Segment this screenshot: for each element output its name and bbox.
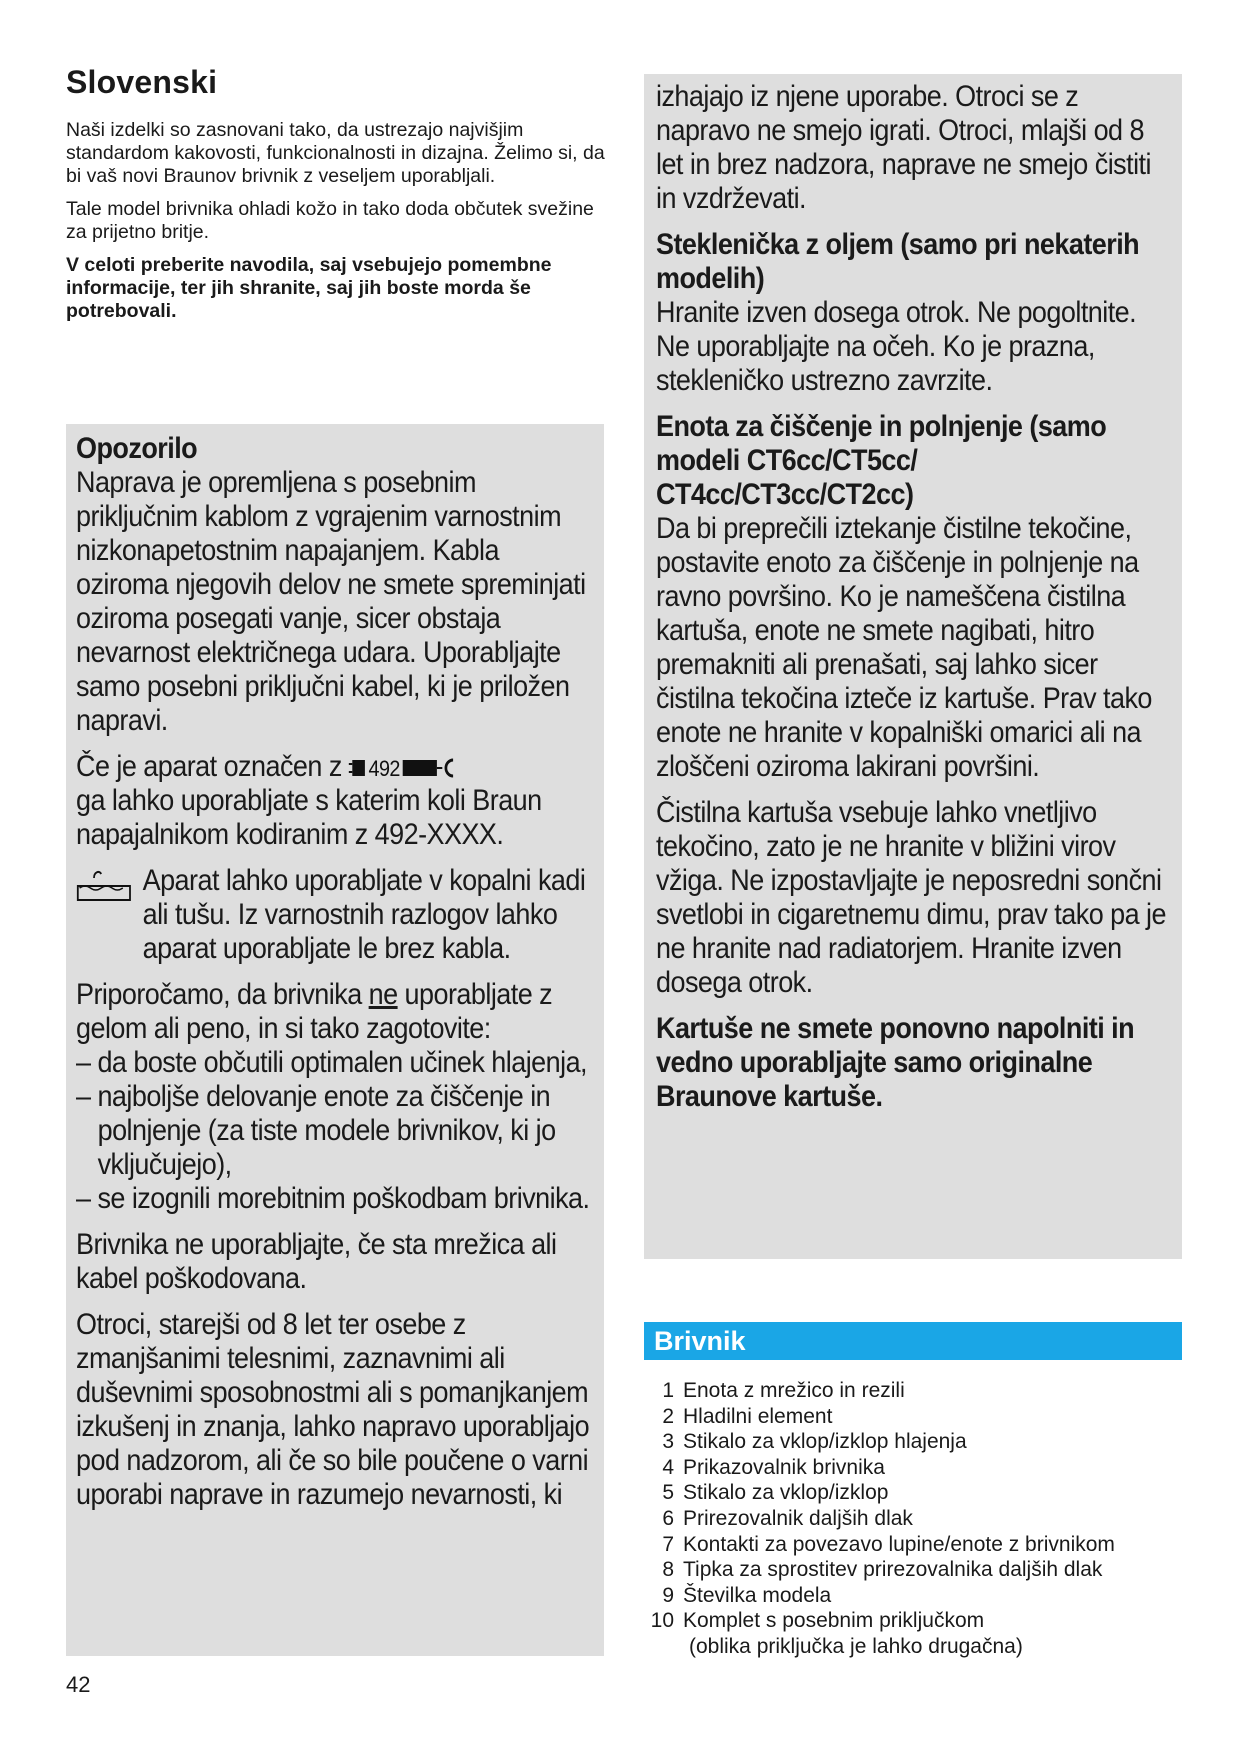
part-number: 7 <box>662 1532 674 1556</box>
oil-heading: Steklenička z oljem (samo pri nekaterih modelih) <box>656 228 1140 295</box>
adapter-text-after: ga lahko uporabljate s katerim koli Braun napajalnikom kodiranim z 492-XXXX. <box>76 784 542 851</box>
cartridge-bold-text: Kartuše ne smete ponovno napolniti in vedno uporabljajte samo originalne Braunove kartuše. <box>656 1012 1135 1113</box>
part-number: 1 <box>662 1379 674 1402</box>
gel-text-a: Priporočamo, da brivnika <box>76 978 369 1011</box>
part-label: Komplet s posebnim priključkom <box>683 1609 985 1633</box>
plug-code-label: 492 <box>368 757 400 782</box>
gel-text-b: uporabljate z gelom ali peno, in si tako zagotovite: <box>76 978 553 1045</box>
oil-text: Hranite izven dosega otrok. Ne pogoltnite. Ne uporabljajte na očeh. Ko je prazna, stekleničko ustrezno zavrzite. <box>656 296 1137 397</box>
shaver-section-heading: Brivnik <box>644 1322 1182 1360</box>
part-number: 8 <box>662 1558 674 1582</box>
damaged-paragraph: Brivnika ne uporabljajte, če sta mrežica ali kabel poškodovana. <box>76 1228 557 1295</box>
list-item <box>644 1506 1184 1532</box>
gel-bullet-list <box>76 1046 593 1216</box>
warning-box-left <box>66 424 604 1656</box>
page-number: 42 <box>66 1672 91 1697</box>
list-item <box>644 1429 1184 1455</box>
warning-cable-paragraph: Naprava je opremljena s posebnim priključnim kablom z vgrajenim varnostnim nizkonapetostnim napajanjem. Kabla oziroma njegovih delov ne smete spreminjati oziroma posegati vanje, sicer obstaja nevarnost električnega udara. Uporabljajte samo posebni priključni kabel, ki je priložen napravi. <box>76 466 586 737</box>
part-label: Tipka za sprostitev prirezovalnika daljših dlak <box>683 1558 1103 1582</box>
bathtub-text: Aparat lahko uporabljate v kopalni kadi ali tušu. Iz varnostnih razlogov lahko aparat uporabljate le brez kabla. <box>142 864 586 965</box>
part-label: Hladilni element <box>683 1404 833 1428</box>
gel-bullet: – se izognili morebitnim poškodbam brivnika. <box>76 1182 590 1215</box>
part-label: Enota z mrežico in rezili <box>683 1379 905 1402</box>
part-number: 10 <box>650 1609 674 1633</box>
list-item <box>644 1378 1184 1404</box>
part-label: Stikalo za vklop/izklop hlajenja <box>683 1430 967 1454</box>
language-title: Slovenski <box>66 64 218 100</box>
part-note: (oblika priključka je lahko drugačna) <box>689 1634 1023 1658</box>
part-label: Prikazovalnik brivnika <box>683 1455 885 1479</box>
part-number: 5 <box>662 1481 674 1505</box>
warning-box-right <box>644 74 1182 1259</box>
list-item <box>644 1532 1184 1558</box>
bathtub-paragraph <box>76 864 593 966</box>
list-item <box>644 1480 1184 1506</box>
gel-text-ne: ne <box>368 978 398 1011</box>
list-item <box>644 1455 1184 1481</box>
list-item <box>644 1557 1184 1583</box>
intro-paragraph-bold: V celoti preberite navodila, saj vsebujejo pomembne informacije, ter jih shranite, saj jih boste morda še potrebovali. <box>66 254 552 322</box>
clean-charge-text: Da bi preprečili iztekanje čistilne tekočine, postavite enoto za čiščenje in polnjenje na ravno površino. Ko je nameščena čistilna kartuša, enote ne smete nagibati, hitro premakniti ali prenašati, saj lahko sicer čistilna tekočina izteče iz kartuše. Prav tako enote ne hranite v kopalniški omarici ali na zloščeni oziroma lakirani površini. <box>656 512 1152 783</box>
intro-paragraph-2: Tale model brivnika ohladi kožo in tako doda občutek svežine za prijetno britje. <box>66 198 594 243</box>
part-label: Prirezovalnik daljših dlak <box>683 1506 913 1530</box>
part-number: 2 <box>662 1404 674 1428</box>
list-item <box>644 1608 1184 1634</box>
part-number: 9 <box>662 1583 674 1607</box>
cartridge-text: Čistilna kartuša vsebuje lahko vnetljivo tekočino, zato je ne hranite v bližini virov vžiga. Ne izpostavljajte je neposredni sončni svetlobi in cigaretnemu dimu, prav tako pa je ne hranite nad radiatorjem. Hranite izven dosega otrok. <box>656 796 1166 999</box>
part-label: Številka modela <box>683 1583 832 1607</box>
part-label: Stikalo za vklop/izklop <box>683 1481 889 1505</box>
list-item <box>644 1583 1184 1609</box>
gel-bullet: – da boste občutili optimalen učinek hlajenja, <box>76 1046 588 1079</box>
part-number: 4 <box>662 1455 674 1479</box>
list-item-note <box>644 1634 1184 1660</box>
adapter-text-before: Če je aparat označen z <box>76 750 342 783</box>
warning-adapter-paragraph <box>76 750 593 852</box>
warning-heading: Opozorilo <box>76 432 198 465</box>
list-item <box>644 1404 1184 1430</box>
intro-text <box>66 119 611 323</box>
gel-paragraph <box>76 978 593 1046</box>
part-label: Kontakti za povezavo lupine/enote z brivnikom <box>683 1532 1115 1556</box>
gel-bullet: – najboljše delovanje enote za čiščenje in polnjenje (za tiste modele brivnikov, ki jo vključujejo), <box>76 1080 556 1181</box>
parts-list <box>644 1378 1184 1660</box>
intro-column <box>66 64 611 333</box>
intro-paragraph-1: Naši izdelki so zasnovani tako, da ustrezajo najvišjim standardom kakovosti, funkcionalnosti in dizajna. Želimo si, da bi vaš novi Braunov brivnik z veseljem uporabljali. <box>66 119 605 187</box>
bathtub-icon <box>76 866 132 906</box>
children-paragraph-continued: izhajajo iz njene uporabe. Otroci se z napravo ne smejo igrati. Otroci, mlajši od 8 let in brez nadzora, naprave ne smejo čistiti in vzdrževati. <box>656 80 1151 215</box>
power-plug-icon <box>349 754 459 782</box>
part-number: 6 <box>662 1506 674 1530</box>
clean-charge-heading: Enota za čiščenje in polnjenje (samo modeli CT6cc/CT5cc/ CT4cc/CT3cc/CT2cc) <box>656 410 1107 511</box>
children-paragraph: Otroci, starejši od 8 let ter osebe z zmanjšanimi telesnimi, zaznavnimi ali duševnimi sposobnostmi ali s pomanjkanjem izkušenj in znanja, lahko napravo uporabljajo pod nadzorom, ali če so bile poučene o varni uporabi naprave in razumejo nevarnosti, ki <box>76 1308 590 1511</box>
part-number: 3 <box>662 1430 674 1454</box>
